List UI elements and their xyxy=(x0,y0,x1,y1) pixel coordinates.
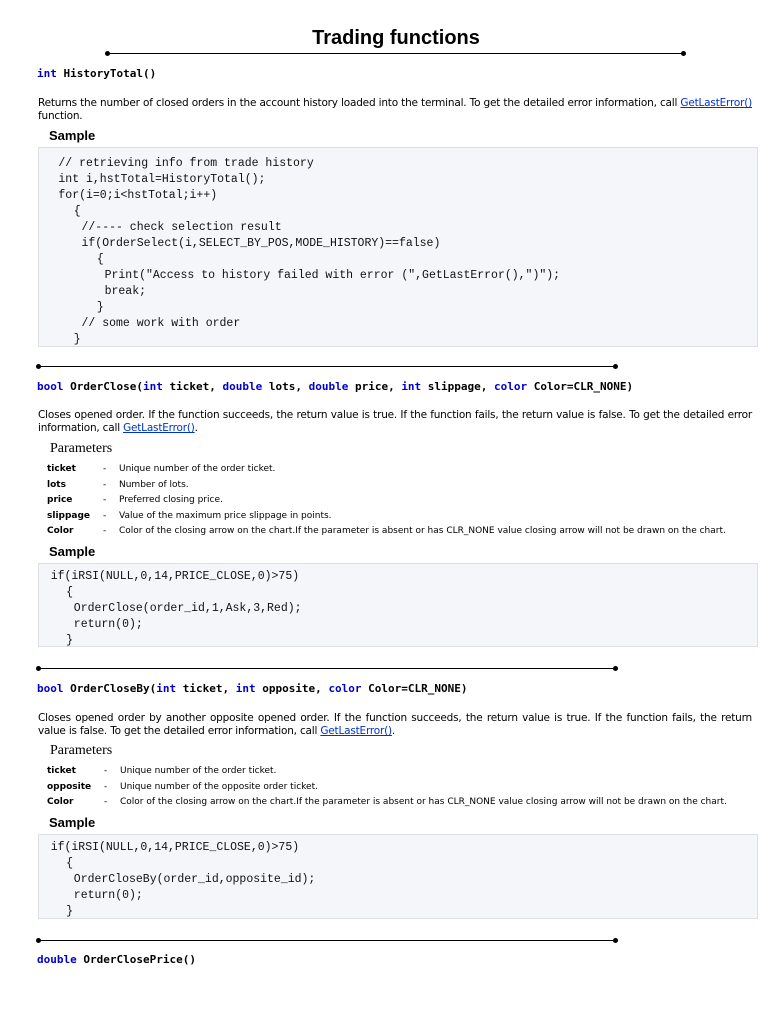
signature-text: slippage, xyxy=(421,380,495,393)
signature-keyword: double xyxy=(37,953,77,966)
code-sample-orderclose xyxy=(38,563,758,647)
parameter-dash: - xyxy=(103,464,107,474)
parameter-description: Unique number of the order ticket. xyxy=(119,464,276,474)
description-text: Closes opened order. If the function succeeds, the return value is true. If the function fails, the return value is false. To get the detailed error information, call xyxy=(38,409,752,434)
code-line: for(i=0;i<hstTotal;i++) xyxy=(58,189,218,202)
code-line: // some work with order xyxy=(81,317,241,330)
parameter-dash: - xyxy=(104,766,108,776)
signature-keyword: int xyxy=(235,682,256,695)
signature-text: OrderClose( xyxy=(63,380,143,393)
code-line: break; xyxy=(104,285,147,298)
function-description-orderclose xyxy=(38,409,752,435)
parameter-description: Unique number of the opposite order ticket. xyxy=(120,781,318,792)
parameter-dash: - xyxy=(104,781,108,792)
code-line: OrderClose(order_id,1,Ask,3,Red); xyxy=(73,602,302,615)
code-line: //---- check selection result xyxy=(81,221,282,234)
code-line: { xyxy=(66,857,73,870)
parameters-heading: Parameters xyxy=(50,743,113,758)
signature-keyword: int xyxy=(142,380,163,393)
signature-keyword: int xyxy=(401,380,422,393)
code-line: if(OrderSelect(i,SELECT_BY_POS,MODE_HISTORY)==false) xyxy=(81,237,441,250)
code-line: return(0); xyxy=(73,618,143,631)
section-divider xyxy=(38,940,616,941)
parameter-name: price xyxy=(47,495,73,505)
title-divider xyxy=(107,53,684,54)
code-line: if(iRSI(NULL,0,14,PRICE_CLOSE,0)>75) xyxy=(50,570,300,583)
parameter-description: Color of the closing arrow on the chart.If the parameter is absent or has CLR_NONE value closing arrow will not be drawn on the chart. xyxy=(120,797,727,807)
parameter-dash: - xyxy=(103,495,107,505)
getlasterror-link[interactable]: GetLastError() xyxy=(680,97,752,109)
parameters-heading: Parameters xyxy=(50,441,113,456)
signature-text: Color=CLR_NONE) xyxy=(527,380,634,393)
description-text: Closes opened order by another opposite opened order. If the function succeeds, the return value is true. If the function fails, the return value is false. To get the detailed error information, call xyxy=(38,712,752,737)
code-line: return(0); xyxy=(73,889,143,902)
signature-keyword: int xyxy=(156,682,177,695)
parameter-name: Color xyxy=(47,797,74,807)
description-text: function. xyxy=(38,110,83,122)
code-line: // retrieving info from trade history xyxy=(58,157,314,170)
parameter-description: Number of lots. xyxy=(119,479,189,490)
signature-text: Color=CLR_NONE) xyxy=(361,682,468,695)
parameter-name: Color xyxy=(47,526,74,536)
section-divider xyxy=(38,668,616,669)
getlasterror-link[interactable]: GetLastError() xyxy=(320,725,392,737)
sample-heading: Sample xyxy=(49,815,96,830)
signature-keyword: int xyxy=(37,67,57,80)
code-line: Print("Access to history failed with error (",GetLastError(),")"); xyxy=(104,269,561,282)
code-line: } xyxy=(66,905,73,918)
signature-keyword: color xyxy=(328,682,362,695)
signature-keyword: double xyxy=(222,380,263,393)
code-line: { xyxy=(73,205,81,218)
code-line: if(iRSI(NULL,0,14,PRICE_CLOSE,0)>75) xyxy=(50,841,300,854)
parameter-dash: - xyxy=(104,797,108,807)
parameter-dash: - xyxy=(103,479,107,490)
signature-text: lots, xyxy=(262,380,309,393)
function-signature-orderclose xyxy=(37,380,633,393)
parameter-dash: - xyxy=(103,526,107,536)
function-signature-historytotal xyxy=(37,67,156,80)
signature-keyword: bool xyxy=(37,380,64,393)
sample-heading: Sample xyxy=(49,128,96,143)
code-line: { xyxy=(66,586,73,599)
signature-keyword: color xyxy=(494,380,528,393)
parameter-dash: - xyxy=(103,510,107,521)
section-divider xyxy=(38,366,616,367)
description-text: . xyxy=(391,725,396,737)
description-text: Returns the number of closed orders in the account history loaded into the terminal. To get the detailed error information, call xyxy=(38,97,681,109)
code-line: } xyxy=(66,634,73,647)
getlasterror-link[interactable]: GetLastError() xyxy=(123,422,195,434)
signature-text: HistoryTotal() xyxy=(56,67,157,80)
signature-text: opposite, xyxy=(255,682,329,695)
signature-text: OrderClosePrice() xyxy=(76,953,196,966)
code-sample-ordercloseby xyxy=(38,834,758,919)
signature-text: OrderCloseBy( xyxy=(63,682,157,695)
parameter-description: Value of the maximum price slippage in points. xyxy=(119,510,332,521)
parameter-name: ticket xyxy=(47,766,76,776)
page-title: Trading functions xyxy=(312,27,480,49)
code-line: } xyxy=(96,301,104,314)
code-sample-historytotal xyxy=(38,147,758,347)
function-signature-ordercloseby xyxy=(37,682,468,695)
parameter-description: Color of the closing arrow on the chart.If the parameter is absent or has CLR_NONE value closing arrow will not be drawn on the chart. xyxy=(119,526,726,536)
signature-keyword: bool xyxy=(37,682,64,695)
code-line: int i,hstTotal=HistoryTotal(); xyxy=(58,173,266,186)
signature-text: price, xyxy=(348,380,402,393)
signature-text: ticket, xyxy=(176,682,236,695)
code-line: OrderCloseBy(order_id,opposite_id); xyxy=(73,873,316,886)
code-line: { xyxy=(96,253,104,266)
function-description-ordercloseby xyxy=(38,712,752,738)
sample-heading: Sample xyxy=(49,544,96,559)
parameter-description: Unique number of the order ticket. xyxy=(120,766,277,776)
signature-keyword: double xyxy=(308,380,349,393)
description-text: . xyxy=(194,422,198,434)
function-description-historytotal xyxy=(38,97,752,123)
parameter-name: opposite xyxy=(47,781,92,792)
parameter-name: ticket xyxy=(47,464,76,474)
parameter-description: Preferred closing price. xyxy=(119,495,223,505)
function-signature-ordercloseprice xyxy=(37,953,196,966)
parameter-name: lots xyxy=(47,479,66,490)
signature-text: ticket, xyxy=(162,380,223,393)
code-line: } xyxy=(73,333,81,346)
parameter-name: slippage xyxy=(47,510,91,521)
